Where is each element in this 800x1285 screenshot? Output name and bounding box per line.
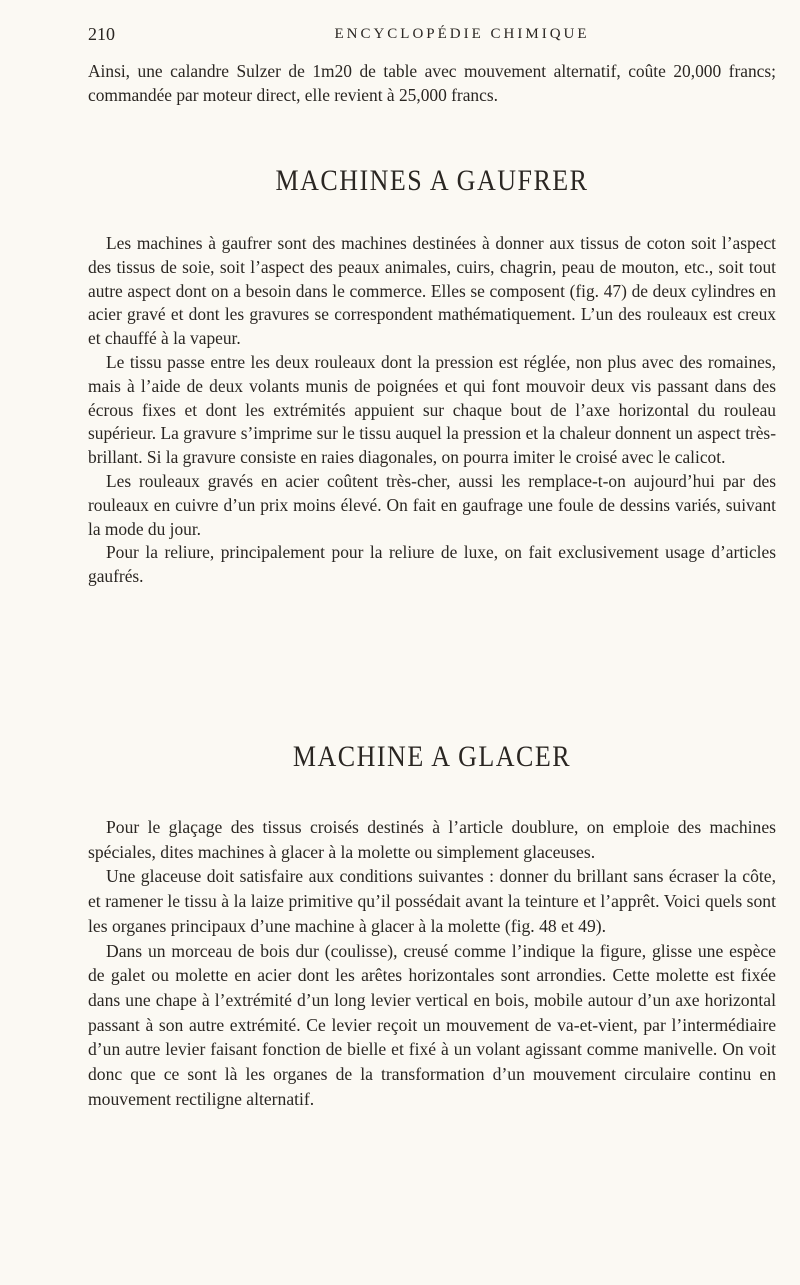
paragraph: Le tissu passe entre les deux rouleaux dont la pression est réglée, non plus avec des romaines, mais à l’aide de deux volants munis de poignées et qui font mouvoir deux vis passant dans des écrous fixes et dont les extrémités appuient sur chaque bout de l’axe horizontal du rouleau supérieur. La gravure s’imprime sur le tissu auquel la pression et la chaleur donnent un aspect très-brillant. Si la gravure consiste en raies diagonales, on pourra imiter le croisé avec le calicot. xyxy=(88,351,776,468)
paragraph: Les machines à gaufrer sont des machines destinées à donner aux tissus de coton soit l’aspect des tissus de soie, soit l’aspect des peaux animales, cuirs, chagrin, peau de mouton, etc., soit tout autre aspect dont on a besoin dans le commerce. Elles se composent (fig. 47) de deux cylindres en acier gravé et dont les gravures se correspondent mathématiquement. L’un des rouleaux est creux et chauffé à la vapeur. xyxy=(88,233,776,349)
paragraph: Les rouleaux gravés en acier coûtent très-cher, aussi les remplace-t-on aujourd’hui par des rouleaux en cuivre d’un prix moins élevé. On fait en gaufrage une foule de dessins variés, suivant la mode du jour. xyxy=(88,470,776,539)
running-title: ENCYCLOPÉDIE CHIMIQUE xyxy=(334,26,590,42)
section-title-gaufrer: MACHINES A GAUFRER xyxy=(275,164,589,197)
section-glacer-body xyxy=(88,815,776,1111)
section-gaufrer-body xyxy=(88,232,776,589)
paragraph: Pour la reliure, principalement pour la reliure de luxe, on fait exclusivement usage d’articles gaufrés. xyxy=(88,542,776,587)
section-title-glacer: MACHINE A GLACER xyxy=(292,740,572,773)
intro-paragraph: Ainsi, une calandre Sulzer de 1m20 de table avec mouvement alternatif, coûte 20,000 francs; commandée par moteur direct, elle revient à 25,000 francs. xyxy=(88,61,776,105)
paragraph: Dans un morceau de bois dur (coulisse), creusé comme l’indique la figure, glisse une espèce de galet ou molette en acier dont les arêtes horizontales sont arrondies. Cette molette est fixée dans une chape à l’extrémité d’un long levier vertical en bois, mobile autour d’un axe horizontal passant à son autre extrémité. Ce levier reçoit un mouvement de va-et-vient, par l’intermédiaire d’un autre levier faisant fonction de bielle et fixé à un volant agissant comme manivelle. On voit donc que ce sont là les organes de la transformation d’un mouvement circulaire continu en mouvement rectiligne alternatif. xyxy=(88,940,776,1109)
paragraph: Pour le glaçage des tissus croisés destinés à l’article doublure, on emploie des machines spéciales, dites machines à glacer à la molette ou simplement glaceuses. xyxy=(88,817,776,862)
page-header xyxy=(88,24,776,48)
page-number: 210 xyxy=(88,24,115,44)
paragraph: Une glaceuse doit satisfaire aux conditions suivantes : donner du brillant sans écraser la côte, et ramener le tissu à la laize primitive qu’il possédait avant la teinture et l’apprêt. Voici quels sont les organes principaux d’une machine à glacer à la molette (fig. 48 et 49). xyxy=(88,866,776,936)
intro-block xyxy=(88,60,776,108)
